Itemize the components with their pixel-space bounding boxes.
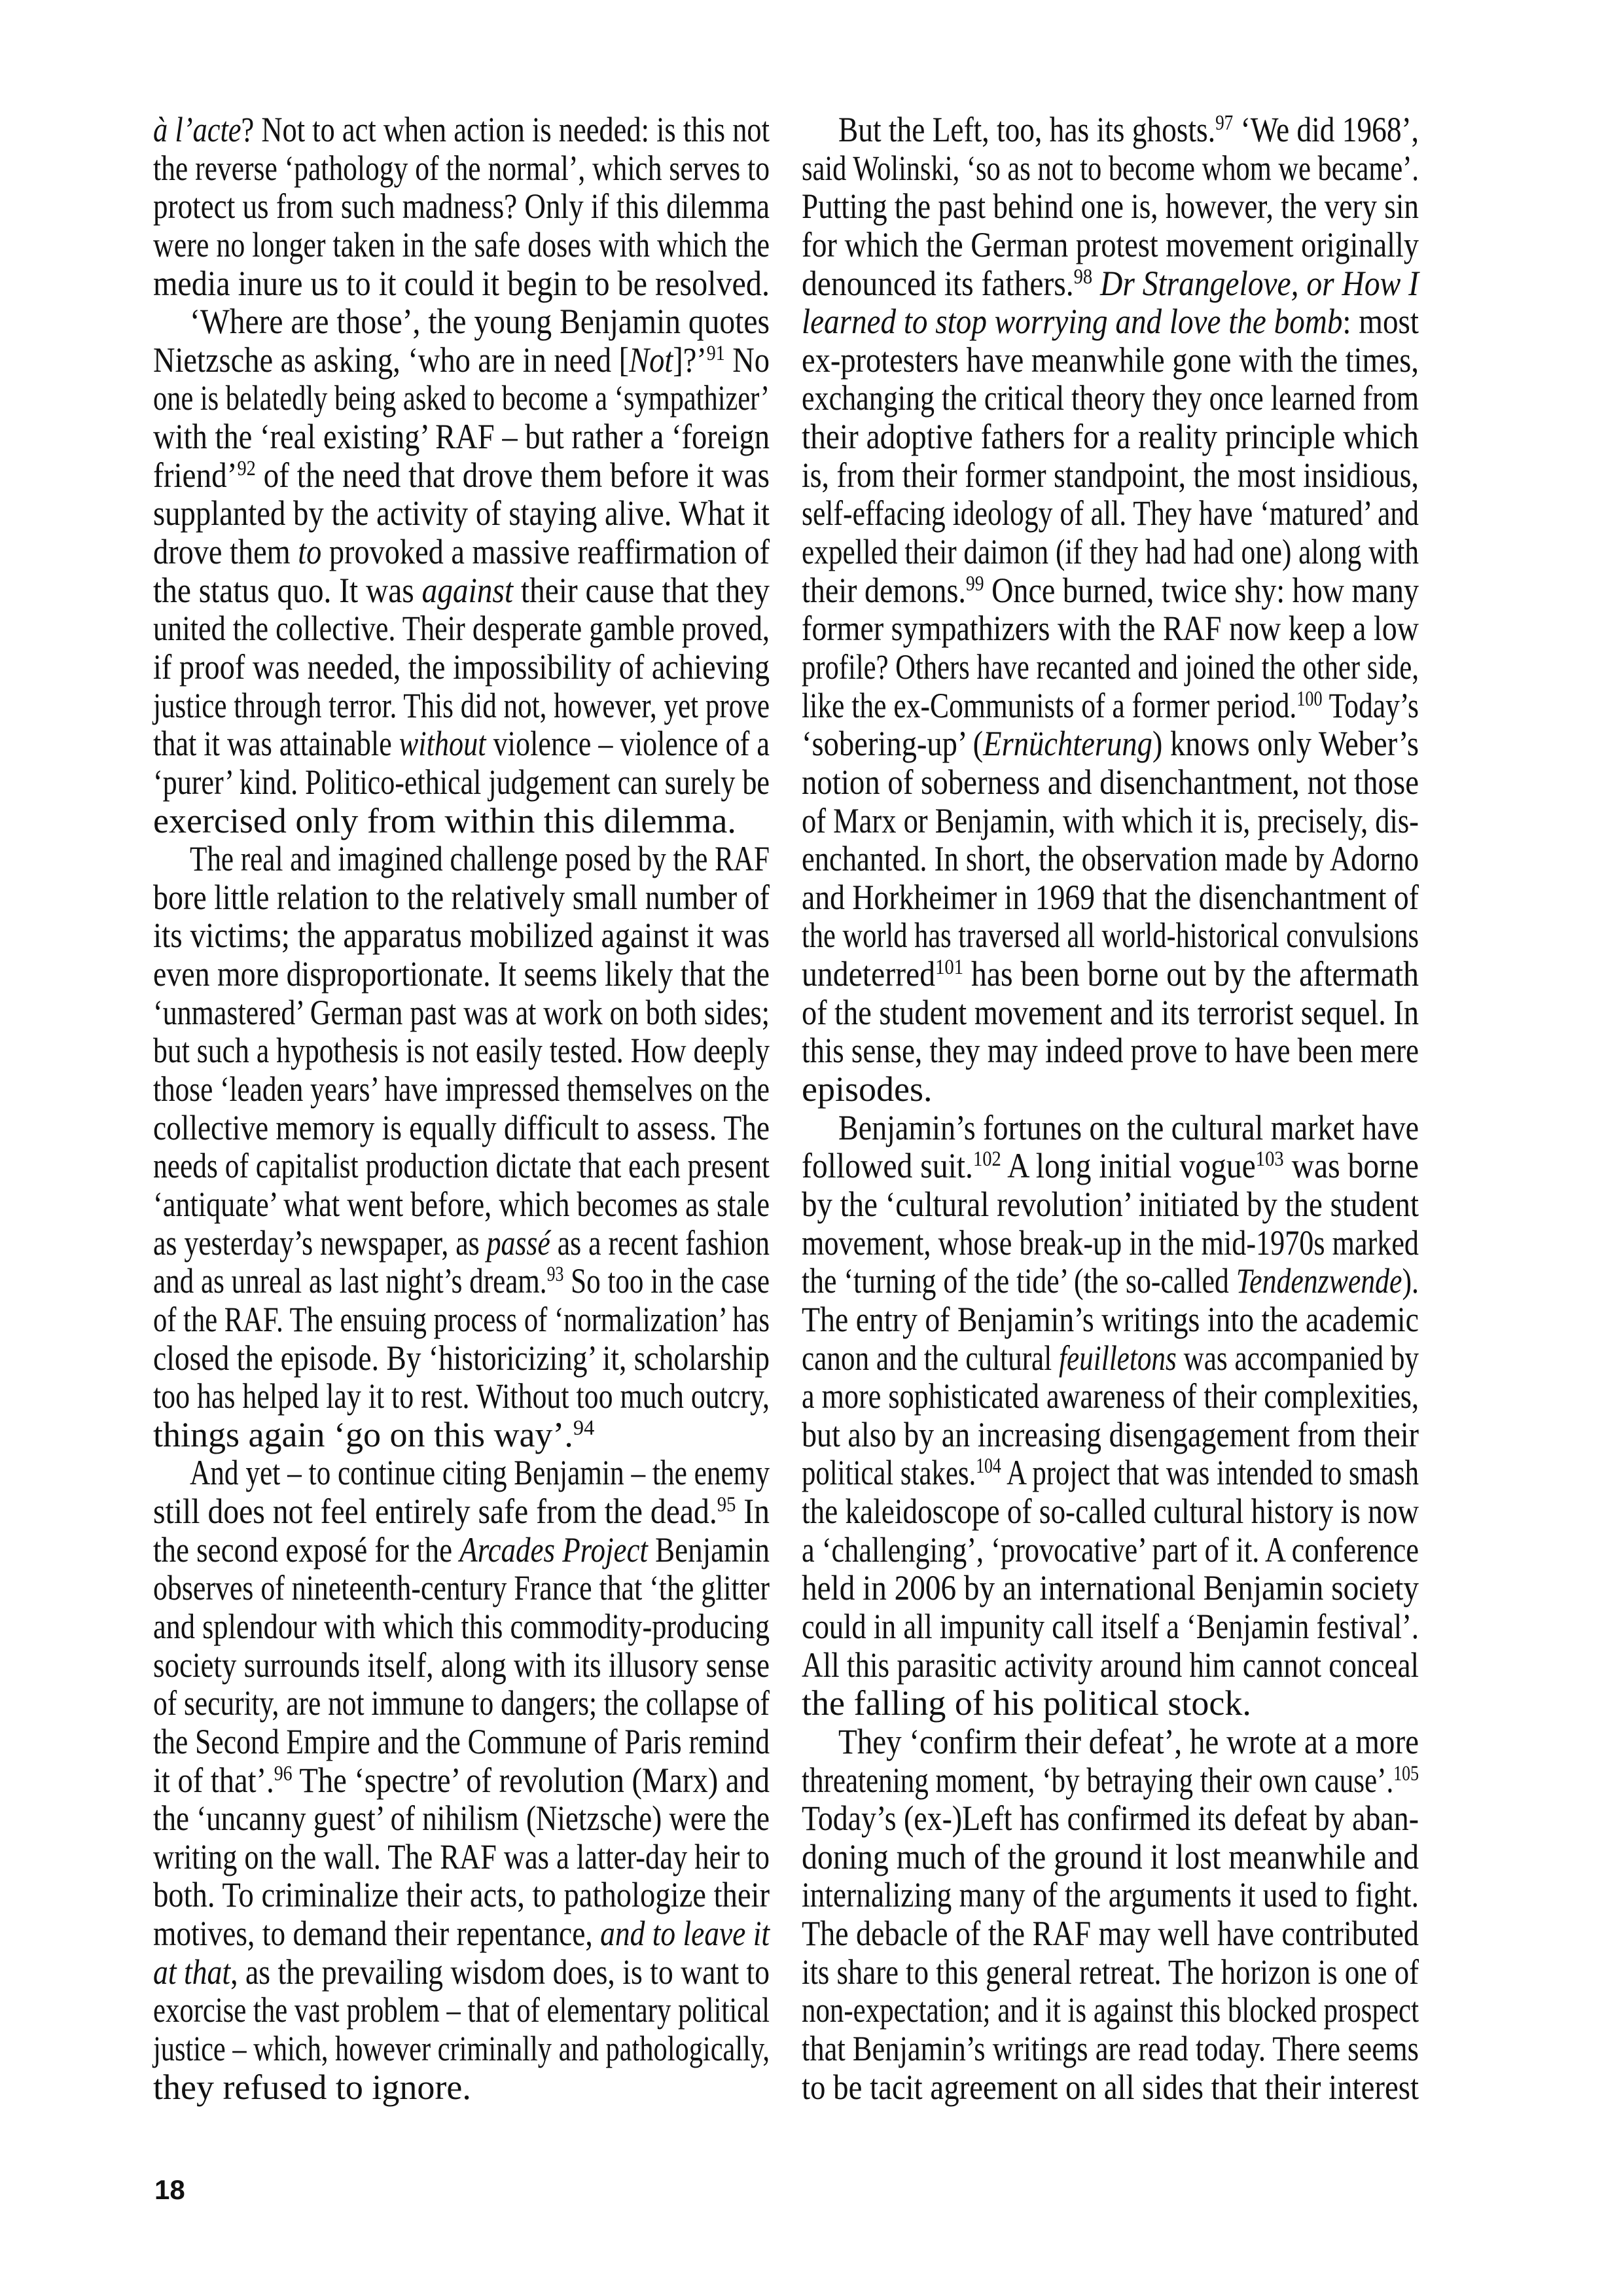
text-line <box>153 379 770 418</box>
text-run: A long initial vogue <box>1001 1146 1256 1186</box>
text-line <box>802 1838 1419 1876</box>
text-run: their cause that they <box>513 570 770 610</box>
text-run: followed suit. <box>802 1146 973 1186</box>
text-run: as a recent fashion <box>550 1223 770 1263</box>
text-line <box>802 1147 1419 1185</box>
text-line <box>802 1876 1419 1914</box>
footnote-ref: 96 <box>274 1761 293 1785</box>
text-run: All this parasitic activity around him cannot conceal <box>802 1645 1419 1685</box>
text-line <box>802 1492 1419 1531</box>
text-line <box>802 187 1419 226</box>
text-run: collective memory is equally difficult to assess. The <box>153 1107 770 1147</box>
text-run: too has helped lay it to rest. Without too much outcry, <box>153 1376 770 1416</box>
text-line <box>153 802 770 840</box>
footnote-ref: 91 <box>706 342 725 366</box>
text-run: exercised only from within this dilemma. <box>153 800 736 840</box>
text-line <box>153 994 770 1032</box>
text-line <box>802 687 1419 725</box>
text-run: its victims; the apparatus mobilized against it was <box>153 916 770 956</box>
text-line <box>153 1262 770 1300</box>
text-line <box>802 802 1419 840</box>
text-line <box>153 1454 770 1492</box>
text-run: movement, whose break-up in the mid-1970s marked <box>802 1223 1419 1263</box>
text-line <box>802 1684 1419 1723</box>
text-run: observes of nineteenth-century France that ‘the glitter <box>153 1568 770 1608</box>
text-line <box>153 302 770 341</box>
text-run: their demons. <box>802 570 966 610</box>
text-run: one is belatedly being asked to become a ‘sympathizer’ <box>153 378 770 418</box>
text-run: A project that was intended to smash <box>1001 1453 1419 1493</box>
text-line <box>153 1799 770 1838</box>
text-run: The real and imagined challenge posed by the RAF <box>190 839 770 879</box>
text-line <box>802 763 1419 802</box>
text-run: said Wolinski, ‘so as not to become whom we became’. <box>802 148 1419 188</box>
text-run: ) knows only Weber’s <box>1152 724 1419 764</box>
text-run: the reverse ‘pathology of the normal’, which serves to <box>153 148 770 188</box>
text-line <box>802 1416 1419 1454</box>
text-line <box>802 111 1419 149</box>
text-run: Once burned, twice shy: how many <box>984 570 1419 610</box>
text-run: notion of soberness and disenchantment, not those <box>802 762 1419 802</box>
text-run: like the ex-Communists of a former period. <box>802 685 1297 725</box>
text-run: former sympathizers with the RAF now keep a low <box>802 609 1419 649</box>
text-run: the ‘uncanny guest’ of nihilism (Nietzsche) were the <box>153 1799 770 1839</box>
text-line <box>153 494 770 533</box>
text-line <box>153 1838 770 1876</box>
text-line <box>802 2030 1419 2068</box>
italic-text: Not <box>629 340 673 380</box>
text-run: Today’s <box>1322 685 1419 725</box>
text-line <box>153 1147 770 1185</box>
text-line <box>153 955 770 994</box>
text-line <box>802 1339 1419 1378</box>
text-line <box>153 226 770 264</box>
italic-text: Dr Strangelove, or How I <box>1100 263 1419 303</box>
text-line <box>153 418 770 456</box>
text-line <box>802 1377 1419 1416</box>
text-line <box>153 1646 770 1685</box>
text-run: by the ‘cultural revolution’ initiated by the student <box>802 1184 1419 1224</box>
text-run: the Second Empire and the Commune of Paris remind <box>153 1721 770 1761</box>
text-run: and as unreal as last night’s dream. <box>153 1261 547 1301</box>
text-run: of the RAF. The ensuing process of ‘normalization’ has <box>153 1299 770 1339</box>
italic-text: to <box>298 532 322 572</box>
text-line <box>802 494 1419 533</box>
text-line <box>802 1723 1419 1761</box>
text-line <box>802 226 1419 264</box>
text-run: exchanging the critical theory they once learned from <box>802 378 1419 418</box>
paragraph <box>153 840 770 1454</box>
text-line <box>802 878 1419 917</box>
text-line <box>802 1761 1419 1800</box>
text-run: violence – violence of a <box>486 724 770 764</box>
text-line <box>802 1991 1419 2030</box>
text-run: protect us from such madness? Only if this dilemma <box>153 187 770 226</box>
text-run: held in 2006 by an international Benjamin society <box>802 1568 1419 1608</box>
text-line <box>802 1569 1419 1607</box>
text-line <box>153 1070 770 1109</box>
text-line <box>153 725 770 763</box>
text-run: their adoptive fathers for a reality principle which <box>802 417 1419 457</box>
text-run: the world has traversed all world-historical convulsions <box>802 916 1419 956</box>
footnote-ref: 99 <box>965 571 984 596</box>
text-run: , as the prevailing wisdom does, is to want to <box>230 1952 770 1992</box>
text-line <box>153 916 770 955</box>
text-run: profile? Others have recanted and joined the other side, <box>802 647 1419 687</box>
italic-text: Tendenzwende <box>1236 1261 1402 1301</box>
text-line <box>153 456 770 495</box>
text-run: was accompanied by <box>1176 1338 1419 1378</box>
text-run: media inure us to it could it begin to be resolved. <box>153 263 770 303</box>
text-run: ]?’ <box>673 340 707 380</box>
text-run: that Benjamin’s writings are read today. There seems <box>802 2029 1419 2069</box>
footnote-ref: 105 <box>1393 1761 1419 1785</box>
text-run: a ‘challenging’, ‘provocative’ part of it. A conference <box>802 1530 1419 1570</box>
text-line <box>802 725 1419 763</box>
text-run: were no longer taken in the safe doses with which the <box>153 224 770 264</box>
text-run: drove them <box>153 532 298 572</box>
text-run: non-expectation; and it is against this blocked prospect <box>802 1990 1419 2030</box>
footnote-ref: 102 <box>972 1147 1001 1172</box>
text-run: Benjamin’s fortunes on the cultural market have <box>838 1107 1419 1147</box>
text-run: if proof was needed, the impossibility of achieving <box>153 647 770 687</box>
text-run: ). <box>1402 1261 1419 1301</box>
text-run: So too in the case <box>563 1261 770 1301</box>
text-line <box>802 1531 1419 1570</box>
text-run: and Horkheimer in 1969 that the disenchantment of <box>802 877 1419 917</box>
text-run: : most <box>1342 302 1419 342</box>
footnote-ref: 103 <box>1255 1147 1284 1172</box>
text-run: united the collective. Their desperate gamble proved, <box>153 609 770 649</box>
text-run: enchanted. In short, the observation made by Adorno <box>802 839 1419 879</box>
text-run: No <box>724 340 770 380</box>
text-line <box>153 1953 770 1992</box>
footnote-ref: 94 <box>573 1416 595 1440</box>
text-run: motives, to demand their repentance, <box>153 1914 601 1954</box>
text-line <box>802 571 1419 610</box>
text-run: this sense, they may indeed prove to have been mere <box>802 1031 1419 1071</box>
text-run: Nietzsche as asking, ‘who are in need [ <box>153 340 630 380</box>
text-line <box>802 341 1419 380</box>
text-run: ex-protesters have meanwhile gone with the times, <box>802 340 1419 380</box>
paragraph <box>802 111 1419 1109</box>
text-run: denounced its fathers. <box>802 263 1074 303</box>
text-run: with the ‘real existing’ RAF – but rather a ‘foreign <box>153 417 770 457</box>
text-line <box>153 187 770 226</box>
text-run: as yesterday’s newspaper, as <box>153 1223 487 1263</box>
text-line <box>802 1109 1419 1147</box>
text-run: They ‘confirm their defeat’, he wrote at a more <box>838 1721 1419 1761</box>
text-line <box>153 1109 770 1147</box>
text-line <box>802 1224 1419 1263</box>
text-line <box>802 1185 1419 1224</box>
text-run: its share to this general retreat. The horizon is one of <box>802 1952 1419 1992</box>
text-run: doning much of the ground it lost meanwhile and <box>802 1837 1419 1876</box>
text-run: The debacle of the RAF may well have contributed <box>802 1914 1419 1954</box>
italic-text: passé <box>486 1223 550 1263</box>
italic-text: without <box>399 724 486 764</box>
text-run: writing on the wall. The RAF was a latter-day heir to <box>153 1837 770 1876</box>
text-run: but such a hypothesis is not easily tested. How deeply <box>153 1031 770 1071</box>
text-line <box>802 533 1419 571</box>
text-line <box>153 1723 770 1761</box>
text-line <box>153 687 770 725</box>
text-run: is, from their former standpoint, the most insidious, <box>802 455 1419 495</box>
text-run: of the need that drove them before it was <box>255 455 770 495</box>
text-line <box>802 916 1419 955</box>
text-line <box>802 609 1419 648</box>
text-run: for which the German protest movement originally <box>802 224 1419 264</box>
text-run: the falling of his political stock. <box>802 1683 1251 1723</box>
paragraph <box>802 1723 1419 2106</box>
text-run: internalizing many of the arguments it used to fight. <box>802 1875 1419 1915</box>
text-line <box>153 1761 770 1800</box>
text-line <box>802 1300 1419 1339</box>
paragraph <box>153 302 770 840</box>
text-run: episodes. <box>802 1069 933 1109</box>
text-run: self-effacing ideology of all. They have ‘matured’ and <box>802 493 1419 533</box>
italic-text: Arcades Project <box>459 1530 648 1570</box>
text-run: the kaleidoscope of so-called cultural history is now <box>802 1492 1419 1532</box>
text-run: both. To criminalize their acts, to pathologize their <box>153 1875 770 1915</box>
text-line <box>153 2030 770 2068</box>
left-text-column <box>153 111 770 2106</box>
text-run: but also by an increasing disengagement from their <box>802 1414 1419 1454</box>
text-line <box>153 1914 770 1953</box>
text-line <box>802 1953 1419 1992</box>
text-run: threatening moment, ‘by betraying their own cause’. <box>802 1760 1394 1800</box>
text-line <box>153 763 770 802</box>
text-run: The ‘spectre’ of revolution (Marx) and <box>292 1760 770 1800</box>
text-run: friend’ <box>153 455 238 495</box>
text-run: Benjamin <box>647 1530 770 1570</box>
text-run: to be tacit agreement on all sides that their interest <box>802 2067 1419 2107</box>
text-line <box>153 1377 770 1416</box>
footnote-ref: 92 <box>237 456 256 480</box>
italic-text: à l’acte <box>153 110 241 149</box>
footnote-ref: 98 <box>1073 264 1093 289</box>
text-line <box>153 341 770 380</box>
text-run: has been borne out by the aftermath <box>963 954 1419 994</box>
text-run: of security, are not immune to dangers; the collapse of <box>153 1683 770 1723</box>
text-line <box>802 1799 1419 1838</box>
italic-text: feuilletons <box>1058 1338 1177 1378</box>
text-run <box>1092 264 1100 303</box>
text-line <box>153 1991 770 2030</box>
text-run: expelled their daimon (if they had had one) along with <box>802 532 1419 572</box>
text-line <box>153 571 770 610</box>
text-run: bore little relation to the relatively small number of <box>153 877 770 917</box>
text-line <box>153 878 770 917</box>
footnote-ref: 97 <box>1215 111 1234 135</box>
text-line <box>153 1031 770 1070</box>
footnote-ref: 104 <box>976 1454 1001 1479</box>
text-line <box>153 1531 770 1570</box>
italic-text: at that <box>153 1952 231 1992</box>
text-run: even more disproportionate. It seems likely that the <box>153 954 770 994</box>
text-run: political stakes. <box>802 1453 976 1493</box>
text-line <box>153 2068 770 2107</box>
text-line <box>153 609 770 648</box>
text-line <box>802 418 1419 456</box>
text-run: But the Left, too, has its ghosts. <box>838 110 1216 149</box>
text-line <box>153 1416 770 1454</box>
text-run: that it was attainable <box>153 724 399 764</box>
paragraph <box>802 1109 1419 1723</box>
text-line <box>802 994 1419 1032</box>
text-run: of Marx or Benjamin, with which it is, precisely, dis- <box>802 800 1419 840</box>
text-line <box>802 1031 1419 1070</box>
text-run: they refused to ignore. <box>153 2067 471 2107</box>
text-run: of the student movement and its terrorist sequel. In <box>802 992 1419 1032</box>
text-line <box>153 1339 770 1378</box>
text-line <box>802 379 1419 418</box>
paragraph <box>153 111 770 302</box>
footnote-ref: 100 <box>1296 687 1323 711</box>
text-line <box>153 149 770 188</box>
text-run: was borne <box>1283 1146 1419 1186</box>
right-text-column <box>802 111 1419 2106</box>
italic-text: Ernüchterung <box>983 724 1152 764</box>
text-run: it of that’. <box>153 1760 274 1800</box>
text-run: ? Not to act when action is needed: is this not <box>241 110 770 149</box>
text-line <box>153 1569 770 1607</box>
text-run: exorcise the vast problem – that of elementary political <box>153 1990 770 2030</box>
text-run: closed the episode. By ‘historicizing’ it, scholarship <box>153 1338 770 1378</box>
text-line <box>802 264 1419 303</box>
text-run: the second exposé for the <box>153 1530 460 1570</box>
text-line <box>802 302 1419 341</box>
text-line <box>802 1070 1419 1109</box>
text-line <box>153 1876 770 1914</box>
text-run: things again ‘go on this way’. <box>153 1414 573 1454</box>
text-line <box>802 149 1419 188</box>
footnote-ref: 93 <box>546 1263 564 1287</box>
text-run: supplanted by the activity of staying alive. What it <box>153 493 770 533</box>
text-line <box>802 456 1419 495</box>
text-run: ‘We did 1968’, <box>1233 110 1419 149</box>
italic-text: and to leave it <box>600 1914 770 1954</box>
text-run: undeterred <box>802 954 936 994</box>
text-run: ‘purer’ kind. Politico-ethical judgement can surely be <box>153 762 770 802</box>
text-line <box>802 2068 1419 2107</box>
text-line <box>802 1454 1419 1492</box>
text-line <box>153 1185 770 1224</box>
text-run: the ‘turning of the tide’ (the so-called <box>802 1261 1236 1301</box>
text-line <box>802 1262 1419 1300</box>
page-number: 18 <box>154 2174 185 2205</box>
text-run: ‘sobering-up’ ( <box>802 724 984 764</box>
text-run: still does not feel entirely safe from the dead. <box>153 1492 717 1532</box>
text-run: needs of capitalist production dictate that each present <box>153 1146 770 1186</box>
text-run: Today’s (ex-)Left has confirmed its defeat by aban- <box>802 1799 1419 1839</box>
text-line <box>153 1607 770 1646</box>
text-line <box>153 1224 770 1263</box>
text-line <box>153 1300 770 1339</box>
text-line <box>153 264 770 303</box>
text-line <box>153 533 770 571</box>
footnote-ref: 95 <box>717 1493 736 1517</box>
text-run: and splendour with which this commodity-producing <box>153 1606 770 1646</box>
text-line <box>153 648 770 687</box>
text-line <box>153 840 770 878</box>
text-run: could in all impunity call itself a ‘Benjamin festival’. <box>802 1606 1419 1646</box>
text-run: a more sophisticated awareness of their complexities, <box>802 1376 1419 1416</box>
text-line <box>153 111 770 149</box>
text-run: ‘unmastered’ German past was at work on both sides; <box>153 992 770 1032</box>
text-run: those ‘leaden years’ have impressed themselves on the <box>153 1069 770 1109</box>
text-run: In <box>736 1492 770 1532</box>
text-run: Putting the past behind one is, however, the very sin <box>802 187 1419 226</box>
text-run: society surrounds itself, along with its illusory sense <box>153 1645 770 1685</box>
text-run: ‘Where are those’, the young Benjamin quotes <box>190 302 770 342</box>
text-run: justice – which, however criminally and pathologically, <box>153 2029 770 2069</box>
text-run: the status quo. It was <box>153 570 422 610</box>
italic-text: against <box>421 570 514 610</box>
text-line <box>153 1684 770 1723</box>
text-line <box>802 1914 1419 1953</box>
text-run: ‘antiquate’ what went before, which becomes as stale <box>153 1184 770 1224</box>
text-run: The entry of Benjamin’s writings into the academic <box>802 1299 1419 1339</box>
text-line <box>802 955 1419 994</box>
paragraph <box>153 1454 770 2106</box>
text-line <box>802 1607 1419 1646</box>
text-line <box>802 1646 1419 1685</box>
footnote-ref: 101 <box>935 956 964 980</box>
text-run: And yet – to continue citing Benjamin – the enemy <box>190 1453 770 1493</box>
text-run: justice through terror. This did not, however, yet prove <box>153 685 770 725</box>
text-run: canon and the cultural <box>802 1338 1059 1378</box>
text-line <box>153 1492 770 1531</box>
text-line <box>802 648 1419 687</box>
italic-text: learned to stop worrying and love the bomb <box>802 302 1343 342</box>
text-run: provoked a massive reaffirmation of <box>321 532 770 572</box>
text-line <box>802 840 1419 878</box>
